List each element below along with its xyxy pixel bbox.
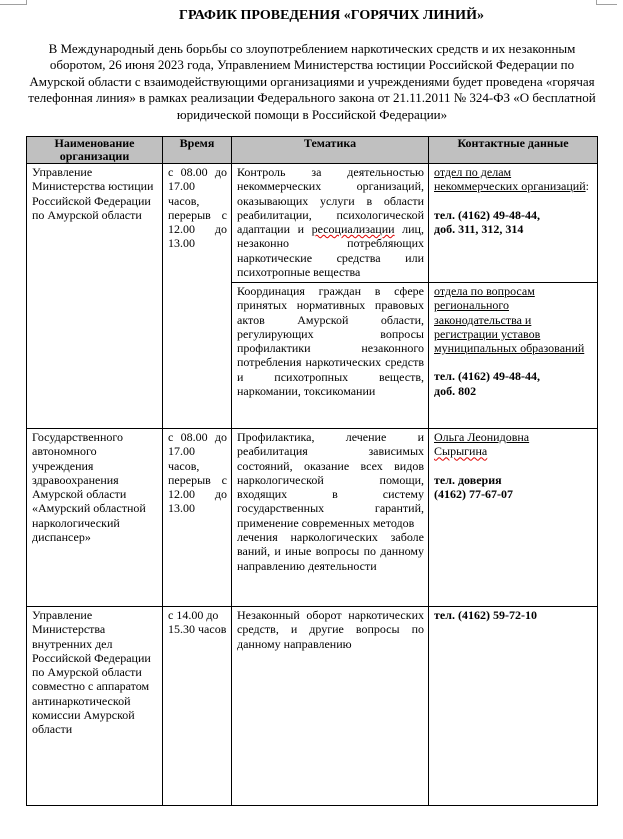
contact-phone: тел. (4162) 59-72-10: [429, 607, 598, 806]
intro-paragraph: В Международный день борьбы со злоупотреблением наркотических средств и их незаконным оборотом, 26 июня 2023 года, Управлением Министерства юстиции Российской Федерации по Амурской области с взаимодействующими организациями и учреждениями будет проведена «горячая телефонная линия» в рамках реализации Федерального закона от 21.11.2011 № 324-ФЗ «О бесплатной юридической помощи в Российской Федерации»: [28, 41, 596, 122]
contact-department-suffix: :: [585, 179, 589, 194]
time-cell: с 08.00 до 17.00 часов, перерыв с 12.00 до 13.00: [163, 164, 232, 429]
contact-phone-label: тел. доверия: [434, 472, 502, 487]
topic-cell: Незаконный оборот наркотических средств, и другие вопросы по данному направлению: [232, 607, 429, 806]
organization-cell: Управление Министерства юстиции Российской Федерации по Амурской области: [27, 164, 163, 429]
contact-cell: [429, 283, 598, 429]
table-row: [27, 607, 598, 806]
page-corner-mark-top-left: [0, 0, 27, 5]
contact-extension: доб. 311, 312, 314: [434, 221, 524, 236]
topic-text: лиц, незаконно потребляющих наркотические средства или психотропные вещества: [237, 222, 424, 280]
table-header-row: [27, 137, 598, 164]
page-corner-mark-top-right: [596, 0, 617, 5]
time-cell: с 14.00 до 15.30 часов: [163, 607, 232, 806]
hotline-schedule-table: [26, 136, 598, 806]
contact-department: отдела по вопросам регионального законодательства и регистрации уставов муниципальных образований: [434, 284, 585, 356]
contact-person-name: Ольга Леонидовна: [434, 430, 530, 444]
contact-phone: тел. (4162) 49-48-44,: [434, 369, 540, 384]
topic-text: Контроль за деятельностью некоммерческих организаций, оказывающих услуги в области реабилитации, психологической адаптации и: [237, 165, 424, 237]
topic-cell: [232, 164, 429, 283]
contact-department: отдел по делам некоммерческих организаций: [434, 165, 586, 194]
topic-text: Профилактика, лечение и реабилитация зависимых состояний, оказание всех видов наркологической помощи, входящих в систему государственных гарантий, применение современных методов: [237, 430, 424, 530]
organization-cell: Государственного автономного учреждения здравоохранения Амурской области «Амурский областной наркологический диспансер»: [27, 429, 163, 607]
table-row: [27, 164, 598, 283]
time-cell: с 08.00 до 17.00 часов, перерыв с 12.00 до 13.00: [163, 429, 232, 607]
table-row: [27, 429, 598, 607]
spellcheck-flagged-word: ресоциализации: [311, 222, 395, 237]
column-header-organization: Наименование организации: [27, 137, 163, 164]
column-header-topic: Тематика: [232, 137, 429, 164]
organization-cell: Управление Министерства внутренних дел Российской Федерации по Амурской области совместно с аппаратом антинаркотической комиссии Амурской области: [27, 607, 163, 806]
contact-person-surname: Сырыгина: [434, 444, 488, 459]
contact-extension: доб. 802: [434, 383, 477, 398]
column-header-contacts: Контактные данные: [429, 137, 598, 164]
document-title: ГРАФИК ПРОВЕДЕНИЯ «ГОРЯЧИХ ЛИНИЙ»: [179, 8, 484, 23]
topic-cell: Координация граждан в сфере принятых нормативных правовых актов Амурской области, регулирующих вопросы профилактики незаконного потребления наркотических средств и психотропных веществ, наркомании, токсикомании: [232, 283, 429, 429]
contact-cell: [429, 429, 598, 607]
column-header-time: Время: [163, 137, 232, 164]
topic-cell: [232, 429, 429, 607]
contact-phone: (4162) 77-67-07: [434, 486, 513, 501]
contact-phone: тел. (4162) 49-48-44,: [434, 207, 540, 222]
topic-text: лечения наркологических заболе ваний, и иные вопросы по данному направлению деятельности: [237, 530, 424, 573]
contact-cell: [429, 164, 598, 283]
